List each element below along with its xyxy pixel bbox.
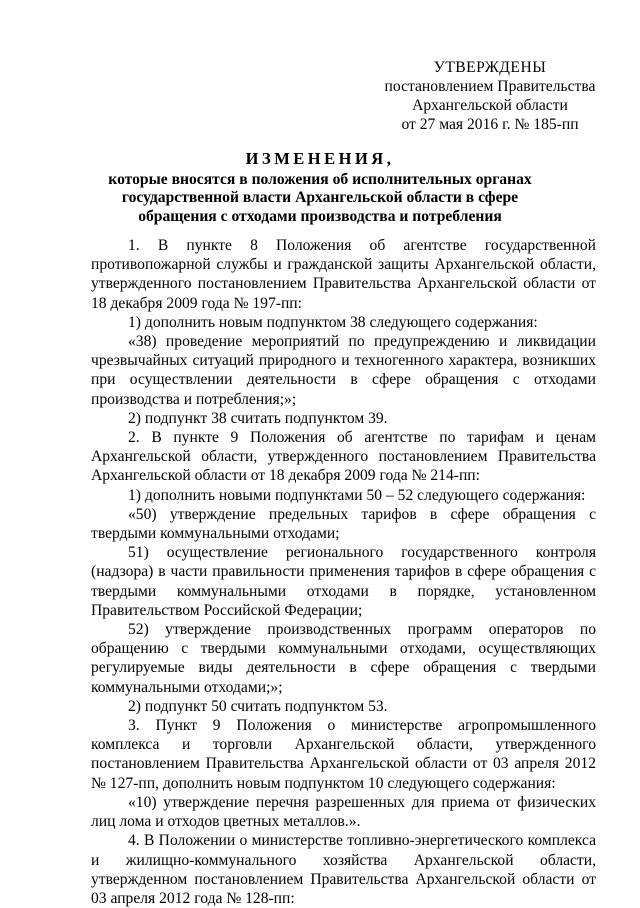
paragraph: 51) осуществление регионального государственного контроля (надзора) в части правильности применения тарифов в сфере обращения с твердыми коммунальными отходами в порядке, установленном Правительством Российской Федерации;	[91, 544, 596, 619]
approval-line-1: постановлением Правительства	[384, 78, 596, 95]
paragraph: 1. В пункте 8 Положения об агентстве государственной противопожарной службы и гражданской защиты Архангельской области, утвержденного постановлением Правительства Архангельской области от 18 декабря 2009 года № 197-пп:	[91, 237, 596, 312]
title-line-3: обращения с отходами производства и потребления	[138, 207, 502, 225]
paragraph: 1) дополнить новыми подпунктами 50 – 52 следующего содержания:	[128, 486, 586, 504]
paragraph: 52) утверждение производственных программ операторов по обращению с твердыми коммунальными отходами, осуществляющих регулируемые виды деятельности в сфере обращения с твердыми коммунальными отходами;»;	[91, 621, 596, 696]
approval-stamp	[370, 58, 610, 134]
approval-heading: УТВЕРЖДЕНЫ	[433, 59, 547, 76]
paragraph: 3. Пункт 9 Положения о министерстве агропромышленного комплекса и торговли Архангельской области, утвержденного постановлением Правительства Архангельской области от 03 апреля 2012 № 127-пп, дополнить новым подпунктом 10 следующего содержания:	[91, 717, 596, 792]
title-heading: ИЗМЕНЕНИЯ,	[245, 149, 395, 168]
document-body	[91, 236, 596, 908]
approval-line-2: Архангельской области	[412, 97, 568, 114]
paragraph: 1) дополнить новым подпунктом 38 следующего содержания:	[128, 313, 538, 331]
title-line-2: государственной власти Архангельской области в сфере	[121, 189, 519, 206]
paragraph: 4. В Положении о министерстве топливно-энергетического комплекса и жилищно-коммунального хозяйства Архангельской области, утвержденном постановлением Правительства Архангельской области от 03 апреля 2012 года № 128-пп:	[91, 832, 596, 907]
paragraph: 2) подпункт 50 считать подпунктом 53.	[128, 697, 388, 715]
paragraph: «50) утверждение предельных тарифов в сфере обращения с твердыми коммунальными отходами;	[91, 505, 596, 543]
paragraph: 2) подпункт 38 считать подпунктом 39.	[128, 409, 388, 427]
paragraph: «10) утверждение перечня разрешенных для приема от физических лиц лома и отходов цветных металлов.».	[91, 793, 596, 831]
approval-line-3: от 27 мая 2016 г. № 185-пп	[401, 116, 579, 133]
paragraph: 2. В пункте 9 Положения об агентстве по тарифам и ценам Архангельской области, утвержденного постановлением Правительства Архангельской области от 18 декабря 2009 года № 214-пп:	[91, 429, 596, 485]
document-title	[100, 150, 540, 226]
title-line-1: которые вносятся в положения об исполнительных органах	[108, 170, 532, 188]
paragraph: «38) проведение мероприятий по предупреждению и ликвидации чрезвычайных ситуаций природного и техногенного характера, возникших при осуществлении деятельности в сфере обращения с отходами производства и потребления;»;	[91, 333, 596, 408]
